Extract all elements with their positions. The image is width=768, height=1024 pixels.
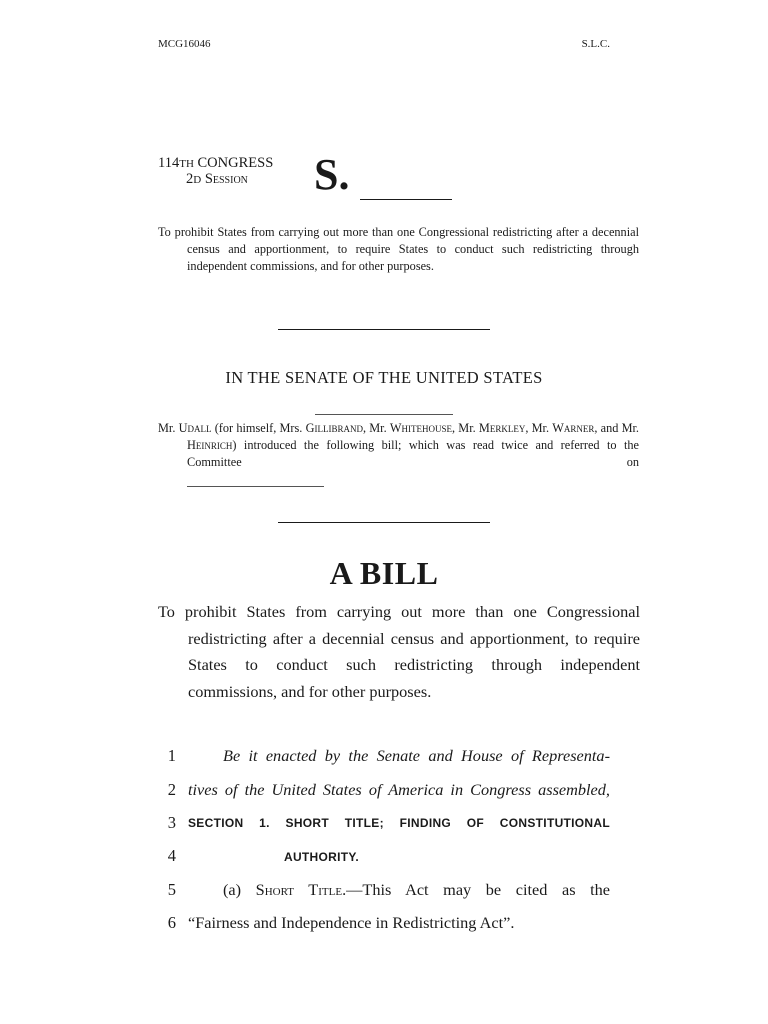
sponsors-paragraph: Mr. Udall (for himself, Mrs. Gillibrand, Mr. Whitehouse, Mr. Merkley, Mr. Warner, and Mr. Heinrich) introduced the following bill; which was read twice and referred to the Committee on — [158, 421, 639, 469]
section-heading: AUTHORITY. — [284, 850, 359, 864]
divider-thin — [315, 414, 453, 415]
bill-number-blank — [360, 199, 452, 200]
slc-marker: S.L.C. — [581, 38, 610, 50]
chamber-heading: IN THE SENATE OF THE UNITED STATES — [225, 368, 543, 387]
line-number: 1 — [167, 746, 176, 765]
document-id: MCG16046 — [158, 38, 211, 50]
committee-blank — [187, 486, 324, 487]
bill-number: S. — [314, 150, 350, 199]
enacting-clause: tives of the United States of America in Congress assembled, — [188, 780, 610, 799]
bill-title: A BILL — [329, 555, 439, 591]
enacting-clause: Be it enacted by the Senate and House of Representa- — [223, 746, 610, 765]
act-short-title: “Fairness and Independence in Redistricting Act”. — [188, 913, 515, 932]
section-heading: SECTION 1. SHORT TITLE; FINDING OF CONSTITUTIONAL — [188, 816, 610, 830]
congress-label: 114TH CONGRESS — [158, 155, 274, 171]
session-label: 2D Session — [186, 171, 248, 187]
short-title-clause: (a) Short Title.—This Act may be cited as the — [223, 880, 611, 899]
divider — [278, 329, 490, 330]
purpose-summary: To prohibit States from carrying out more than one Congressional redistricting after a decennial census and apportionment, to require States to conduct such redistricting through independent commissions, and for other purposes. — [158, 225, 639, 273]
line-number: 6 — [167, 913, 176, 932]
line-number: 2 — [167, 780, 176, 799]
line-number: 4 — [167, 846, 176, 865]
line-number: 3 — [167, 813, 176, 832]
purpose-full: To prohibit States from carrying out more than one Congressional redistricting after a decennial census and apportionment, to require States to conduct such redistricting through independent commissions, and for other purposes. — [158, 602, 640, 701]
divider — [278, 522, 490, 523]
line-number: 5 — [167, 880, 176, 899]
